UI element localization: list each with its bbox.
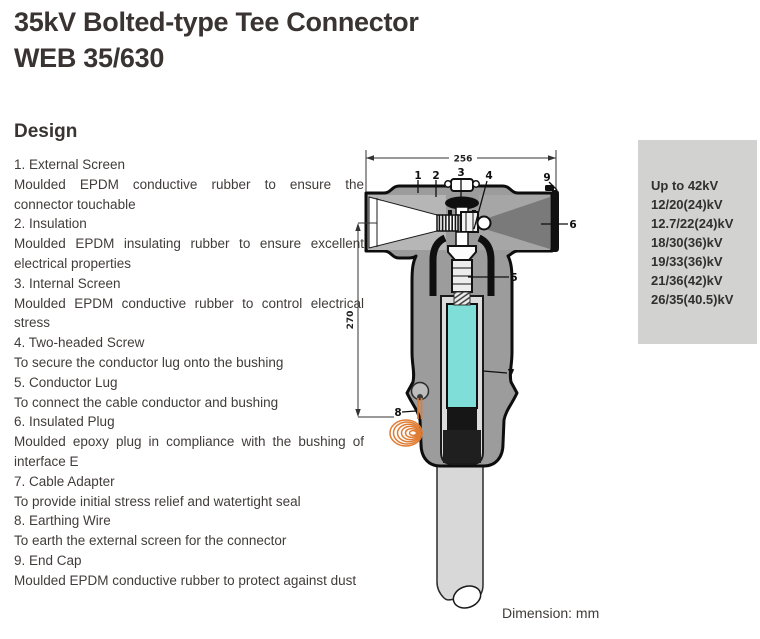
dim-arrow-right xyxy=(548,155,556,160)
callout-7: 7 xyxy=(507,368,515,380)
page-title xyxy=(14,4,419,76)
callout-6: 6 xyxy=(569,219,577,231)
voltage-rating: 26/35(40.5)kV xyxy=(651,292,734,307)
cap-curl-right xyxy=(473,181,479,187)
callout-2: 2 xyxy=(432,170,440,182)
design-item xyxy=(14,373,364,413)
conductor-screen xyxy=(447,408,477,432)
page-title-line1: 35kV Bolted-type Tee Connector xyxy=(14,7,419,37)
callout-3: 3 xyxy=(457,167,465,179)
callout-5: 5 xyxy=(510,272,518,284)
dim-arrow-top xyxy=(355,223,360,231)
earth-wire-coil xyxy=(390,420,422,446)
design-item xyxy=(14,333,364,373)
design-item-title: 7. Cable Adapter xyxy=(14,473,115,489)
cap-curl-left xyxy=(445,181,451,187)
voltage-rating: 19/33(36)kV xyxy=(651,254,723,269)
design-item-desc: To connect the cable conductor and bushing xyxy=(14,394,279,410)
design-item-desc: Moulded epoxy plug in compliance with the bushing of interface E xyxy=(14,434,364,469)
stud-lower xyxy=(456,232,468,246)
design-item xyxy=(14,155,364,214)
callout-1: 1 xyxy=(414,170,422,182)
design-item-desc: Moulded EPDM conductive rubber to protect against dust xyxy=(14,572,357,588)
design-heading: Design xyxy=(14,121,78,142)
design-item xyxy=(14,274,364,333)
stranded-conductor xyxy=(454,292,470,305)
callout-4: 4 xyxy=(485,170,493,182)
tee-connector-diagram xyxy=(340,138,630,634)
design-item xyxy=(14,214,364,273)
cable-screen-end xyxy=(443,430,481,463)
voltage-rating: 21/36(42)kV xyxy=(651,273,723,288)
voltage-rating: 18/30(36)kV xyxy=(651,235,723,250)
voltage-rating: Up to 42kV xyxy=(651,178,719,193)
design-item xyxy=(14,511,364,551)
design-item-desc: To secure the conductor lug onto the bushing xyxy=(14,354,284,370)
page-title-line2: WEB 35/630 xyxy=(14,43,165,73)
design-item xyxy=(14,472,364,512)
design-item-desc: To provide initial stress relief and watertight seal xyxy=(14,493,301,509)
cable-insulation xyxy=(447,304,477,408)
bushing-top-cap xyxy=(451,179,473,191)
design-item-title: 5. Conductor Lug xyxy=(14,374,118,390)
design-item-title: 4. Two-headed Screw xyxy=(14,335,145,351)
design-item-title: 8. Earthing Wire xyxy=(14,513,111,529)
cable xyxy=(437,455,483,606)
design-item-title: 1. External Screen xyxy=(14,157,126,172)
height-dim-label: 270 xyxy=(346,310,356,330)
design-list xyxy=(14,155,364,591)
design-item-desc: Moulded EPDM insulating rubber to ensure excellent electrical properties xyxy=(14,236,364,271)
voltage-ratings-box xyxy=(638,140,757,344)
design-item-desc: Moulded EPDM conductive rubber to ensure the connector touchable xyxy=(14,176,364,212)
design-item xyxy=(14,412,364,471)
design-item-title: 2. Insulation xyxy=(14,216,87,232)
design-item-desc: Moulded EPDM conductive rubber to control electrical stress xyxy=(14,295,364,331)
design-item-desc: To earth the external screen for the connector xyxy=(14,533,287,549)
dim-arrow-bottom xyxy=(355,409,360,417)
callout-8: 8 xyxy=(394,407,402,419)
voltage-rating: 12.7/22(24)kV xyxy=(651,216,734,231)
width-dim-label: 256 xyxy=(453,154,473,165)
design-item-title: 6. Insulated Plug xyxy=(14,414,115,430)
screw-head-circle xyxy=(478,217,491,230)
design-item-title: 9. End Cap xyxy=(14,552,82,568)
dim-arrow-left xyxy=(366,155,374,160)
end-cap xyxy=(552,190,559,252)
bushing-shoulder xyxy=(448,246,476,260)
design-item xyxy=(14,551,364,591)
voltage-rating: 12/20(24)kV xyxy=(651,197,723,212)
design-item-title: 3. Internal Screen xyxy=(14,275,121,291)
two-headed-screw xyxy=(437,215,458,231)
callout-9: 9 xyxy=(543,172,551,184)
diagram xyxy=(340,138,630,634)
dimension-note: Dimension: mm xyxy=(502,605,600,621)
